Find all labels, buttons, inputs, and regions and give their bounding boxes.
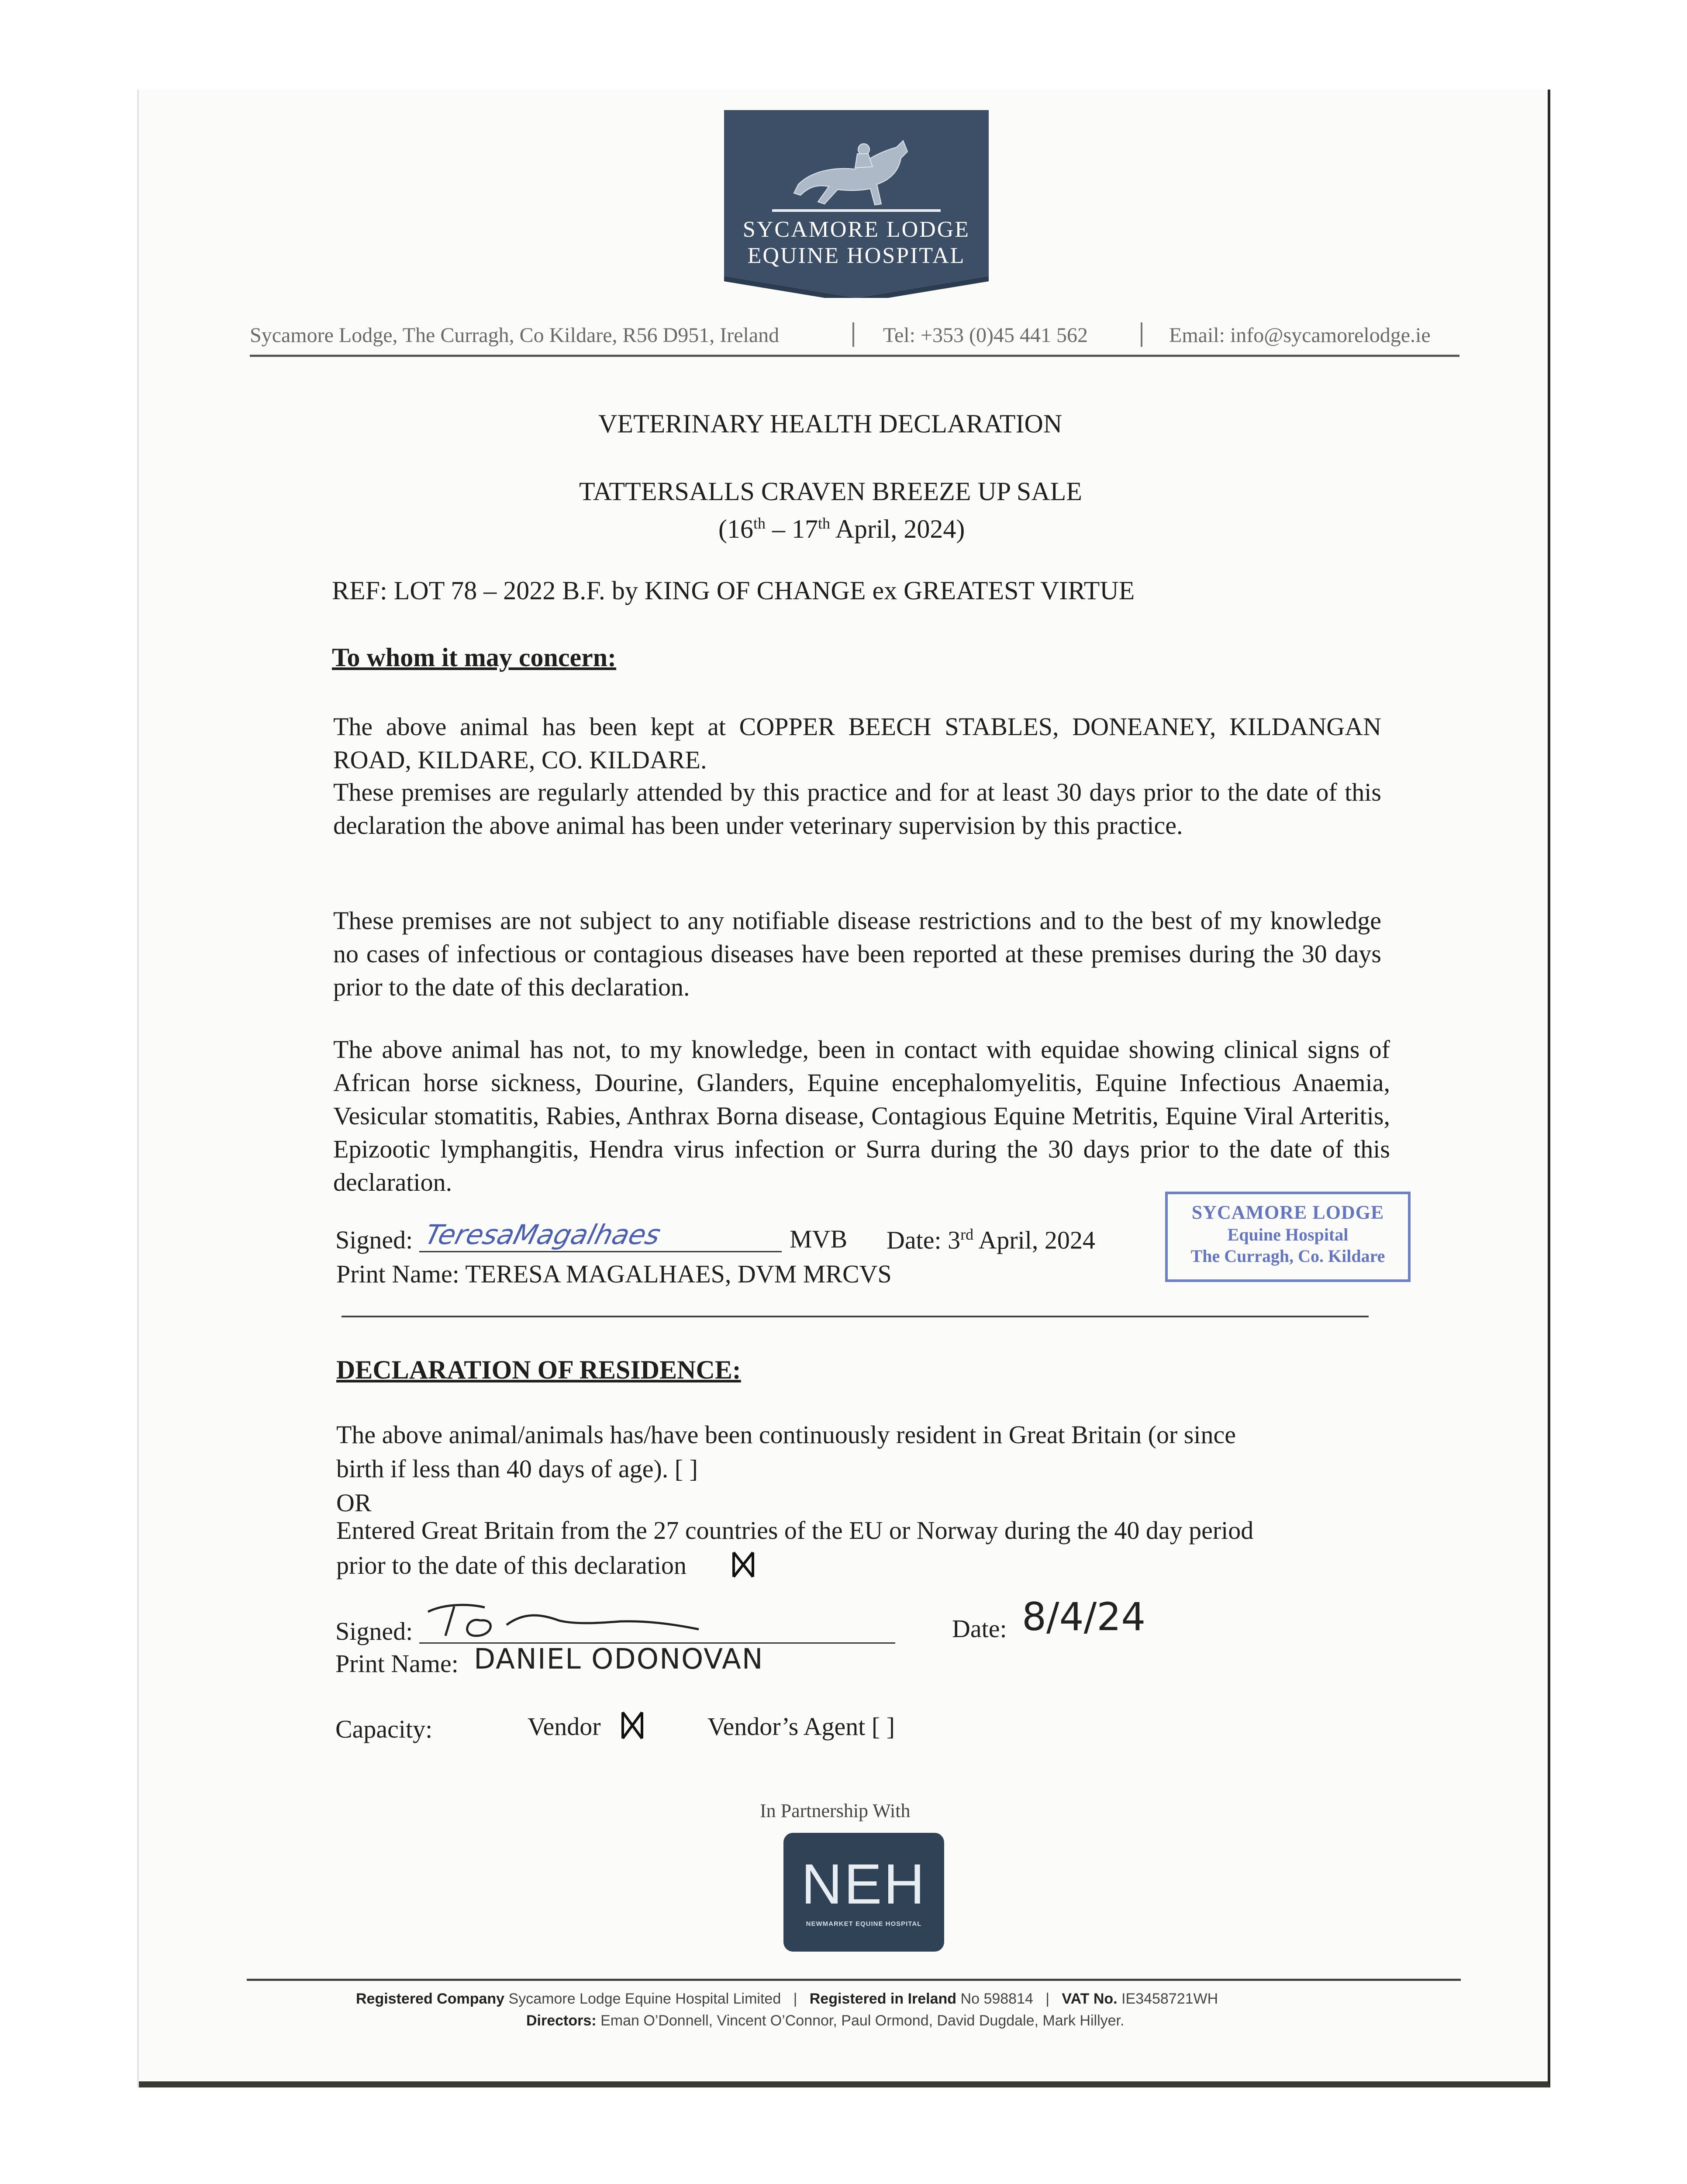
vendor-handwritten-signature	[419, 1594, 707, 1647]
logo-text-line2: EQUINE HOSPITAL	[747, 243, 966, 268]
residence-option1-line1: The above animal/animals has/have been continuously resident in Great Britain (or since	[336, 1420, 1236, 1449]
neh-logo	[783, 1833, 944, 1952]
telephone-text: Tel: +353 (0)45 441 562	[883, 324, 1088, 347]
vendor-handwritten-name: DANIEL ODONOVAN	[474, 1643, 764, 1676]
residence-option2-line2: prior to the date of this declaration	[336, 1551, 687, 1579]
residence-heading: DECLARATION OF RESIDENCE:	[336, 1355, 741, 1384]
vendor-agent-option: Vendor’s Agent [ ]	[707, 1712, 895, 1741]
section-divider	[342, 1316, 1369, 1317]
neh-logo-text: NEH	[801, 1852, 927, 1916]
footer-directors-line: Directors: Eman O’Donnell, Vincent O’Connor, Paul Ormond, David Dugdale, Mark Hillyer.	[526, 2012, 1125, 2029]
partnership-label: In Partnership With	[760, 1800, 911, 1821]
vendor-print-name-label: Print Name:	[335, 1649, 459, 1678]
sale-dates: (16th – 17th April, 2024)	[718, 515, 965, 543]
paragraph-restrictions: These premises are not subject to any notifiable disease restrictions and to the best of my knowledge no cases of infectious or contagious diseases have been reported at these premises during the 30 days prior to the date of this declaration.	[333, 906, 1381, 1001]
neh-logo-subtext: NEWMARKET EQUINE HOSPITAL	[806, 1920, 922, 1928]
sycamore-lodge-logo	[724, 110, 989, 298]
document-title: VETERINARY HEALTH DECLARATION	[598, 409, 1063, 438]
vet-handwritten-signature: TeresaMagalhaes	[421, 1219, 664, 1251]
vendor-signed-label: Signed:	[335, 1617, 413, 1645]
capacity-label: Capacity:	[335, 1715, 433, 1743]
stamp-line3: The Curragh, Co. Kildare	[1190, 1246, 1385, 1266]
vendor-date-label: Date:	[952, 1614, 1007, 1643]
stamp-line1: SYCAMORE LODGE	[1191, 1202, 1384, 1223]
divider	[852, 322, 854, 347]
salutation: To whom it may concern:	[332, 643, 617, 672]
vendor-handwritten-date: 8/4/24	[1022, 1594, 1146, 1639]
paragraph-disease-contact: The above animal has not, to my knowledge, been in contact with equidae showing clinical signs of African horse sickness, Dourine, Glanders, Equine encephalomyelitis, Equine Infectious Anaemia, Vesicular stomatitis, Rabies, Anthrax Borna disease, Contagious Equine Metritis, Equine Viral Arteritis, Epizootic lymphangitis, Hendra virus infection or Surra during the 30 days prior to the date of this declaration.	[333, 1035, 1390, 1196]
vet-date: Date: 3rd April, 2024	[887, 1226, 1095, 1254]
paragraph-premises: The above animal has been kept at COPPER BEECH STABLES, DONEANEY, KILDANGAN ROAD, KILDARE, CO. KILDARE.	[333, 712, 1381, 774]
residence-or: OR	[336, 1489, 372, 1517]
email-text: Email: info@sycamorelodge.ie	[1169, 324, 1431, 347]
residence-option1-line2: birth if less than 40 days of age). [ ]	[336, 1455, 698, 1483]
sale-name: TATTERSALLS CRAVEN BREEZE UP SALE	[579, 477, 1082, 506]
footer-registration-line: Registered Company Sycamore Lodge Equine Hospital Limited | Registered in Ireland No 598814 | VAT No. IE3458721WH	[356, 1990, 1218, 2007]
vendor-option-label: Vendor	[528, 1712, 601, 1741]
registration-footer	[247, 1979, 1461, 2029]
hospital-stamp	[1165, 1192, 1411, 1282]
residence-option2-line1: Entered Great Britain from the 27 countries of the EU or Norway during the 40 day period	[336, 1516, 1254, 1545]
stamp-line2: Equine Hospital	[1227, 1225, 1349, 1244]
option2-checkbox-marked[interactable]	[730, 1550, 756, 1580]
vendor-checkbox-marked[interactable]	[619, 1710, 645, 1742]
logo-text-line1: SYCAMORE LODGE	[742, 217, 970, 242]
divider	[1141, 322, 1142, 347]
lot-reference: REF: LOT 78 – 2022 B.F. by KING OF CHANGE ex GREATEST VIRTUE	[332, 576, 1135, 605]
vet-signed-label: Signed:	[335, 1226, 413, 1254]
vet-signature-line	[419, 1251, 782, 1252]
address-text: Sycamore Lodge, The Curragh, Co Kildare, R56 D951, Ireland	[250, 324, 780, 347]
paragraph-supervision: These premises are regularly attended by this practice and for at least 30 days prior to the date of this declaration the above animal has been under veterinary supervision by this practice.	[333, 778, 1381, 840]
mvb-label: MVB	[790, 1225, 848, 1253]
letterhead-contact-bar	[250, 320, 1459, 357]
vet-print-name: Print Name: TERESA MAGALHAES, DVM MRCVS	[336, 1260, 892, 1288]
